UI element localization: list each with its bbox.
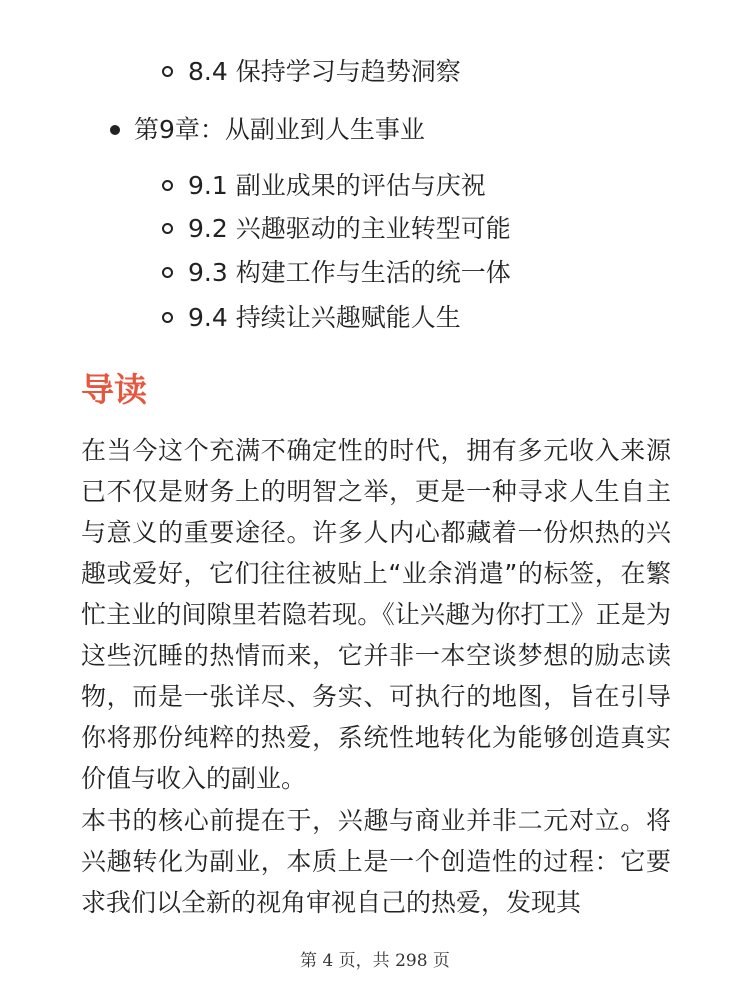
filled-disc-bullet-icon — [110, 125, 120, 135]
toc-item-9-1[interactable] — [162, 164, 486, 208]
hollow-circle-bullet-icon — [162, 66, 173, 77]
toc-item-label: 9.1 副业成果的评估与庆祝 — [188, 171, 486, 200]
section-heading: 导读 — [81, 370, 147, 409]
toc-item-8-4[interactable] — [162, 50, 461, 94]
toc-chapter-label: 第9章：从副业到人生事业 — [134, 115, 425, 144]
toc-item-label: 9.3 构建工作与生活的统一体 — [188, 258, 511, 287]
toc-item-9-3[interactable] — [162, 251, 511, 295]
hollow-circle-bullet-icon — [162, 312, 173, 323]
hollow-circle-bullet-icon — [162, 180, 173, 191]
toc-item-9-2[interactable] — [162, 207, 511, 251]
toc-item-label: 9.2 兴趣驱动的主业转型可能 — [188, 214, 511, 243]
hollow-circle-bullet-icon — [162, 267, 173, 278]
intro-paragraph-2: 本书的核心前提在于，兴趣与商业并非二元对立。将兴趣转化为副业，本质上是一个创造性的过程：它要求我们以全新的视角审视自己的热爱，发现其 — [81, 806, 671, 917]
page-number: 第 4 页，共 298 页 — [300, 951, 450, 971]
toc-item-9-4[interactable] — [162, 296, 461, 340]
toc-item-label: 9.4 持续让兴趣赋能人生 — [188, 303, 461, 332]
toc-chapter-9[interactable] — [110, 108, 425, 152]
hollow-circle-bullet-icon — [162, 223, 173, 234]
toc-item-label: 8.4 保持学习与趋势洞察 — [188, 57, 461, 86]
intro-paragraph-1: 在当今这个充满不确定性的时代，拥有多元收入来源已不仅是财务上的明智之举，更是一种寻求人生自主与意义的重要途径。许多人内心都藏着一份炽热的兴趣或爱好，它们往往被贴上“业余消遣”的标签，在繁忙主业的间隙里若隐若现。《让兴趣为你打工》正是为这些沉睡的热情而来，它并非一本空谈梦想的励志读物，而是一张详尽、务实、可执行的地图，旨在引导你将那份纯粹的热爱，系统性地转化为能够创造真实价值与收入的副业。 — [81, 436, 671, 793]
